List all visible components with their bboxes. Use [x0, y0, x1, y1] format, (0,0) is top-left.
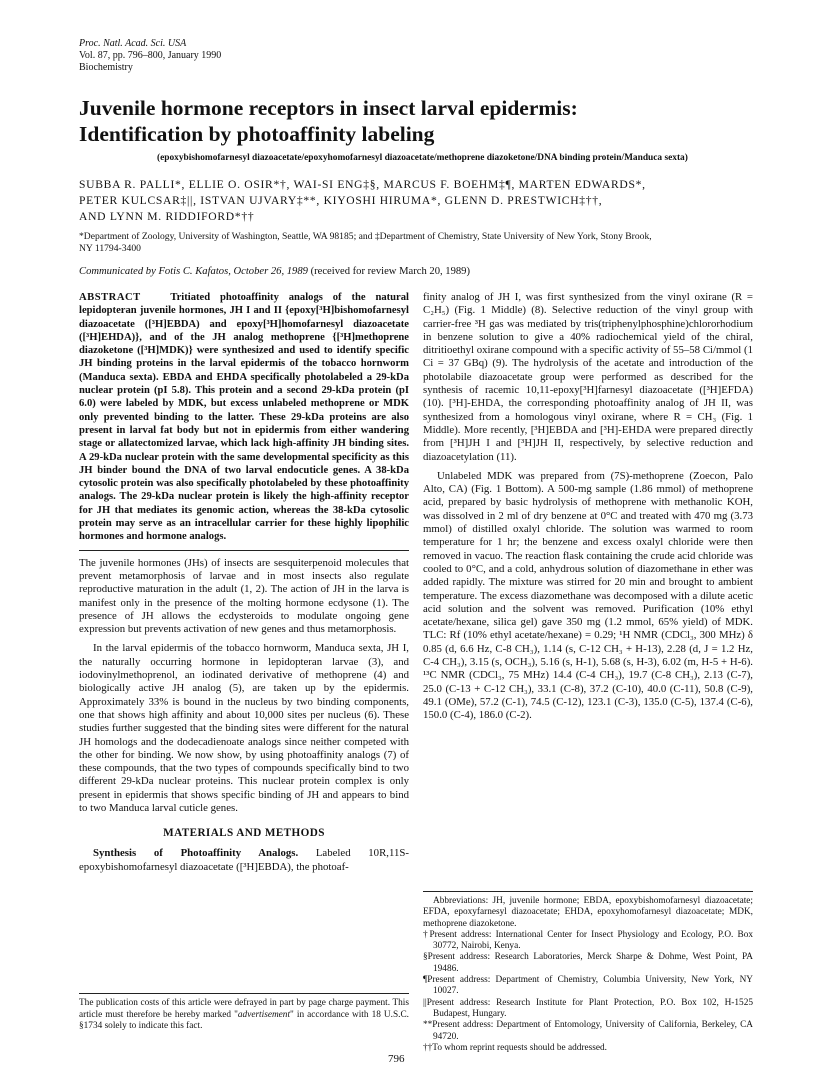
- affiliation-line-1: *Department of Zoology, University of Washington, Seattle, WA 98185; and ‡Department of Chemistry, State University of New York, Stony Brook,: [79, 231, 652, 242]
- abstract: [79, 291, 409, 544]
- abstract-divider: [79, 550, 409, 551]
- communicated-by: [79, 266, 769, 277]
- footnote-section: §Present address: Research Laboratories, Merck Sharpe & Dohme, West Point, PA 19486.: [423, 952, 753, 974]
- abbreviations-note: Abbreviations: JH, juvenile hormone; EBDA, epoxybishomofarnesyl diazoacetate; EFDA, epoxyfarnesyl diazoacetate; EHDA, epoxyhomofarnesyl diazoacetate; MDK, methoprene diazoketone.: [423, 896, 753, 929]
- pub-note-part-2: " in accordance with 18 U.S.C. §1734 solely to indicate this fact.: [79, 1009, 409, 1032]
- journal-name: Proc. Natl. Acad. Sci. USA: [79, 38, 187, 49]
- publication-cost-note: [79, 993, 409, 1033]
- keywords: (epoxybishomofarnesyl diazoacetate/epoxyhomofarnesyl diazoacetate/methoprene diazoketone/DNA binding protein/Manduca sexta): [157, 153, 688, 163]
- paper-title: [79, 95, 759, 147]
- footnote-double-star: **Present address: Department of Entomology, University of California, Berkeley, CA 94720.: [423, 1020, 753, 1042]
- footnote-double-bar: ||Present address: Research Institute for Plant Protection, P.O. Box 102, H-1525 Budapest, Hungary.: [423, 997, 753, 1019]
- page-number: 796: [388, 1053, 405, 1065]
- affiliations: [79, 231, 769, 255]
- received-date: (received for review March 20, 1989): [307, 266, 471, 277]
- left-column: [79, 291, 409, 874]
- methods-paragraph-1-continued: finity analog of JH I, was first synthesized from the vinyl oxirane (R = C₂H₅) (Fig. 1 Middle) (8). Selective reduction of the vinyl group with carrier-free ³H gas was mediated by tris(triphenylphosphine)chlororhodium in benzene solution to give a 40% radiochemical yield of the chiral, ditritioethyl oxirane compound with a specific activity of 55–58 Ci/mmol (1 Ci = 37 GBq) (9). The hydrolysis of the acetate and introduction of the photolabile diazoacetate group were performed as described for the synthesis of racemic 10,11-epoxy[³H]farnesyl diazoacetate ([³H]EFDA) (10). [³H]-EHDA, the corresponding photoaffinity analog of JH II, was synthesized from a homologous vinyl oxirane, where R = CH₃ (Fig. 1 Middle). More recently, [³H]EBDA and [³H]-EHDA were prepared directly from [³H]JH I and [³H]JH II, respectively, by selective reduction and diazoacetylation (11).: [423, 291, 753, 463]
- authors-line-3: AND LYNN M. RIDDIFORD*††: [79, 210, 255, 223]
- author-list: [79, 177, 759, 225]
- methods-subheading: Synthesis of Photoaffinity Analogs.: [93, 847, 299, 860]
- intro-paragraph-2: In the larval epidermis of the tobacco hornworm, Manduca sexta, JH I, the naturally occurring hormone in lepidopteran larvae (3), and iodovinylmethoprenol, an iodinated derivative of methoprene (4) and biologically active JH analog (5), are taken up by the epidermis. Approximately 33% is bound in the nucleus by two binding components, one that shows high affinity and about 10,000 sites per nucleus (6). These studies further suggested that the binding sites were different for the natural JH homologs and the dodecadienoate analogs since neither competed with the other for binding. We now show, by using photoaffinity analogs (7) of these compounds, that the two types of compounds specifically bind to two different 29-kDa nuclear proteins. This nuclear protein complex is only present in epidermis that shows specific binding of JH and appears to bind to two Manduca larval cuticle genes.: [79, 642, 409, 814]
- authors-line-2: PETER KULCSAR‡||, ISTVAN UJVARY‡**, KIYOSHI HIRUMA*, GLENN D. PRESTWICH‡††,: [79, 194, 603, 207]
- right-column: [423, 291, 753, 723]
- footnote-double-dagger: ††To whom reprint requests should be addressed.: [423, 1042, 607, 1053]
- title-line-2: Identification by photoaffinity labeling: [79, 122, 435, 146]
- methods-p1-text: Labeled 10R,11S-epoxybishomofarnesyl diazoacetate ([³H]EBDA), the photoaf-: [79, 847, 409, 873]
- footnote-dagger: †Present address: International Center for Insect Physiology and Ecology, P.O. Box 30772, Nairobi, Kenya.: [423, 929, 753, 952]
- footnote-pilcrow: ¶Present address: Department of Chemistry, Columbia University, New York, NY 10027.: [423, 975, 753, 997]
- affiliation-line-2: NY 11794-3400: [79, 243, 141, 254]
- methods-paragraph-2: Unlabeled MDK was prepared from (7S)-methoprene (Zoecon, Palo Alto, CA) (Fig. 1 Bottom). A 500-mg sample (1.86 mmol) of methoprene acid, prepared by basic hydrolysis of methoprene with methanolic KOH, was dissolved in 2 ml of dry benzene at 0°C and treated with 470 mg (3.73 mmol) of distilled oxalyl chloride. The solution was warmed to room temperature for 1 hr; the benzene and excess oxalyl chloride were then removed in vacuo. The reaction flask containing the crude acid chloride was cooled to 0°C, and a cold, anhydrous solution of diazomethane in ether was added rapidly. The mixture was stirred for 20 min and brought to ambient temperature. The excess diazomethane was decomposed with a dilute acetic acid solution and the solvent was removed. Purification (10% ethyl acetate/hexane, silica gel) gave 350 mg (1.2 mmol, 65% yield) of MDK. TLC: Rf (10% ethyl acetate/hexane) = 0.29; ¹H NMR (CDCl₃, 300 MHz) δ 0.85 (d, 6.6 Hz, C-8 CH₃), 1.14 (s, C-12 CH₃ + H-13), 2.28 (d, J = 1.2 Hz, C-4 CH₃), 3.15 (s, OCH₃), 5.16 (s, H-1), 5.68 (s, H-3), 6.02 (m, H-5 + H-6). ¹³C NMR (CDCl₃, 75 MHz) 14.4 (C-4 CH₃), 19.7 (C-8 CH₃), 2.13 (C-7), 25.0 (C-13 + C-12 CH₃), 33.1 (C-8), 37.2 (C-10), 40.0 (C-11), 50.8 (C-9), 49.1 (OMe), 57.2 (C-1), 74.5 (C-12), 123.1 (C-3), 135.0 (C-5), 137.4 (C-6), 150.0 (C-4), 186.0 (C-2).: [423, 469, 753, 722]
- communicated-prefix: Communicated by Fotis C. Kafatos, October 26, 1989: [79, 266, 308, 277]
- methods-heading: MATERIALS AND METHODS: [163, 827, 325, 840]
- intro-paragraph-1: The juvenile hormones (JHs) of insects are sesquiterpenoid molecules that prevent metamorphosis of larvae and in most insects also regulate reproductive maturation in the adult (1, 2). The action of JH in the larva is manifest only in the presence of the molting hormone ecdysone (1). The presence of JH allows the ecdysteroids to modulate ongoing gene expression but prevents activation of new genes and thus metamorphosis.: [79, 556, 409, 636]
- journal-section: Biochemistry: [79, 62, 133, 73]
- title-line-1: Juvenile hormone receptors in insect larval epidermis:: [79, 96, 578, 120]
- footnotes: [423, 891, 753, 1054]
- journal-volume: Vol. 87, pp. 796–800, January 1990: [79, 50, 222, 61]
- pub-note-advertisement: advertisement: [237, 1009, 291, 1020]
- abstract-text: Tritiated photoaffinity analogs of the natural lepidopteran juvenile hormones, JH I and II {epoxy[³H]bishomofarnesyl diazoacetate ([³H]EBDA) and epoxy[³H]homofarnesyl diazoacetate ([³H]EHDA)}, and of the JH analog methoprene {[³H]methoprene diazoketone ([³H]MDK)} were synthesized and used to identify specific JH binding proteins in the larval epidermis of the tobacco hornworm (Manduca sexta). EBDA and EHDA specifically photolabeled a 29-kDa nuclear protein (pI 5.8). This protein and a second 29-kDa protein (pI 6.0) were labeled by MDK, but excess unlabeled methoprene or MDK only prevented binding to the latter. These 29-kDa proteins are also present in larval fat body but not in epidermis from either wandering stage or allatectomized larvae, which lack high-affinity JH binding sites. A 29-kDa nuclear protein with the same developmental specificity as this JH binder bound the DNA of two larval endocuticle genes. A 38-kDa cytosolic protein was also specifically photolabeled by these photoaffinity analogs. The 29-kDa nuclear protein is likely the high-affinity receptor for JH that mediates its genomic action, whereas the 38-kDa cytosolic protein may serve as an intracellular carrier for these highly lipophilic hormones and hormone analogs.: [79, 292, 409, 543]
- journal-header: [79, 38, 221, 74]
- abstract-label: ABSTRACT: [79, 292, 141, 303]
- authors-line-1: SUBBA R. PALLI*, ELLIE O. OSIR*†, WAI-SI ENG‡§, MARCUS F. BOEHM‡¶, MARTEN EDWARDS*,: [79, 178, 646, 191]
- methods-paragraph-1: [79, 847, 409, 874]
- pub-note-part-1: The publication costs of this article were defrayed in part by page charge payment. This article must therefore be hereby marked ": [79, 998, 409, 1020]
